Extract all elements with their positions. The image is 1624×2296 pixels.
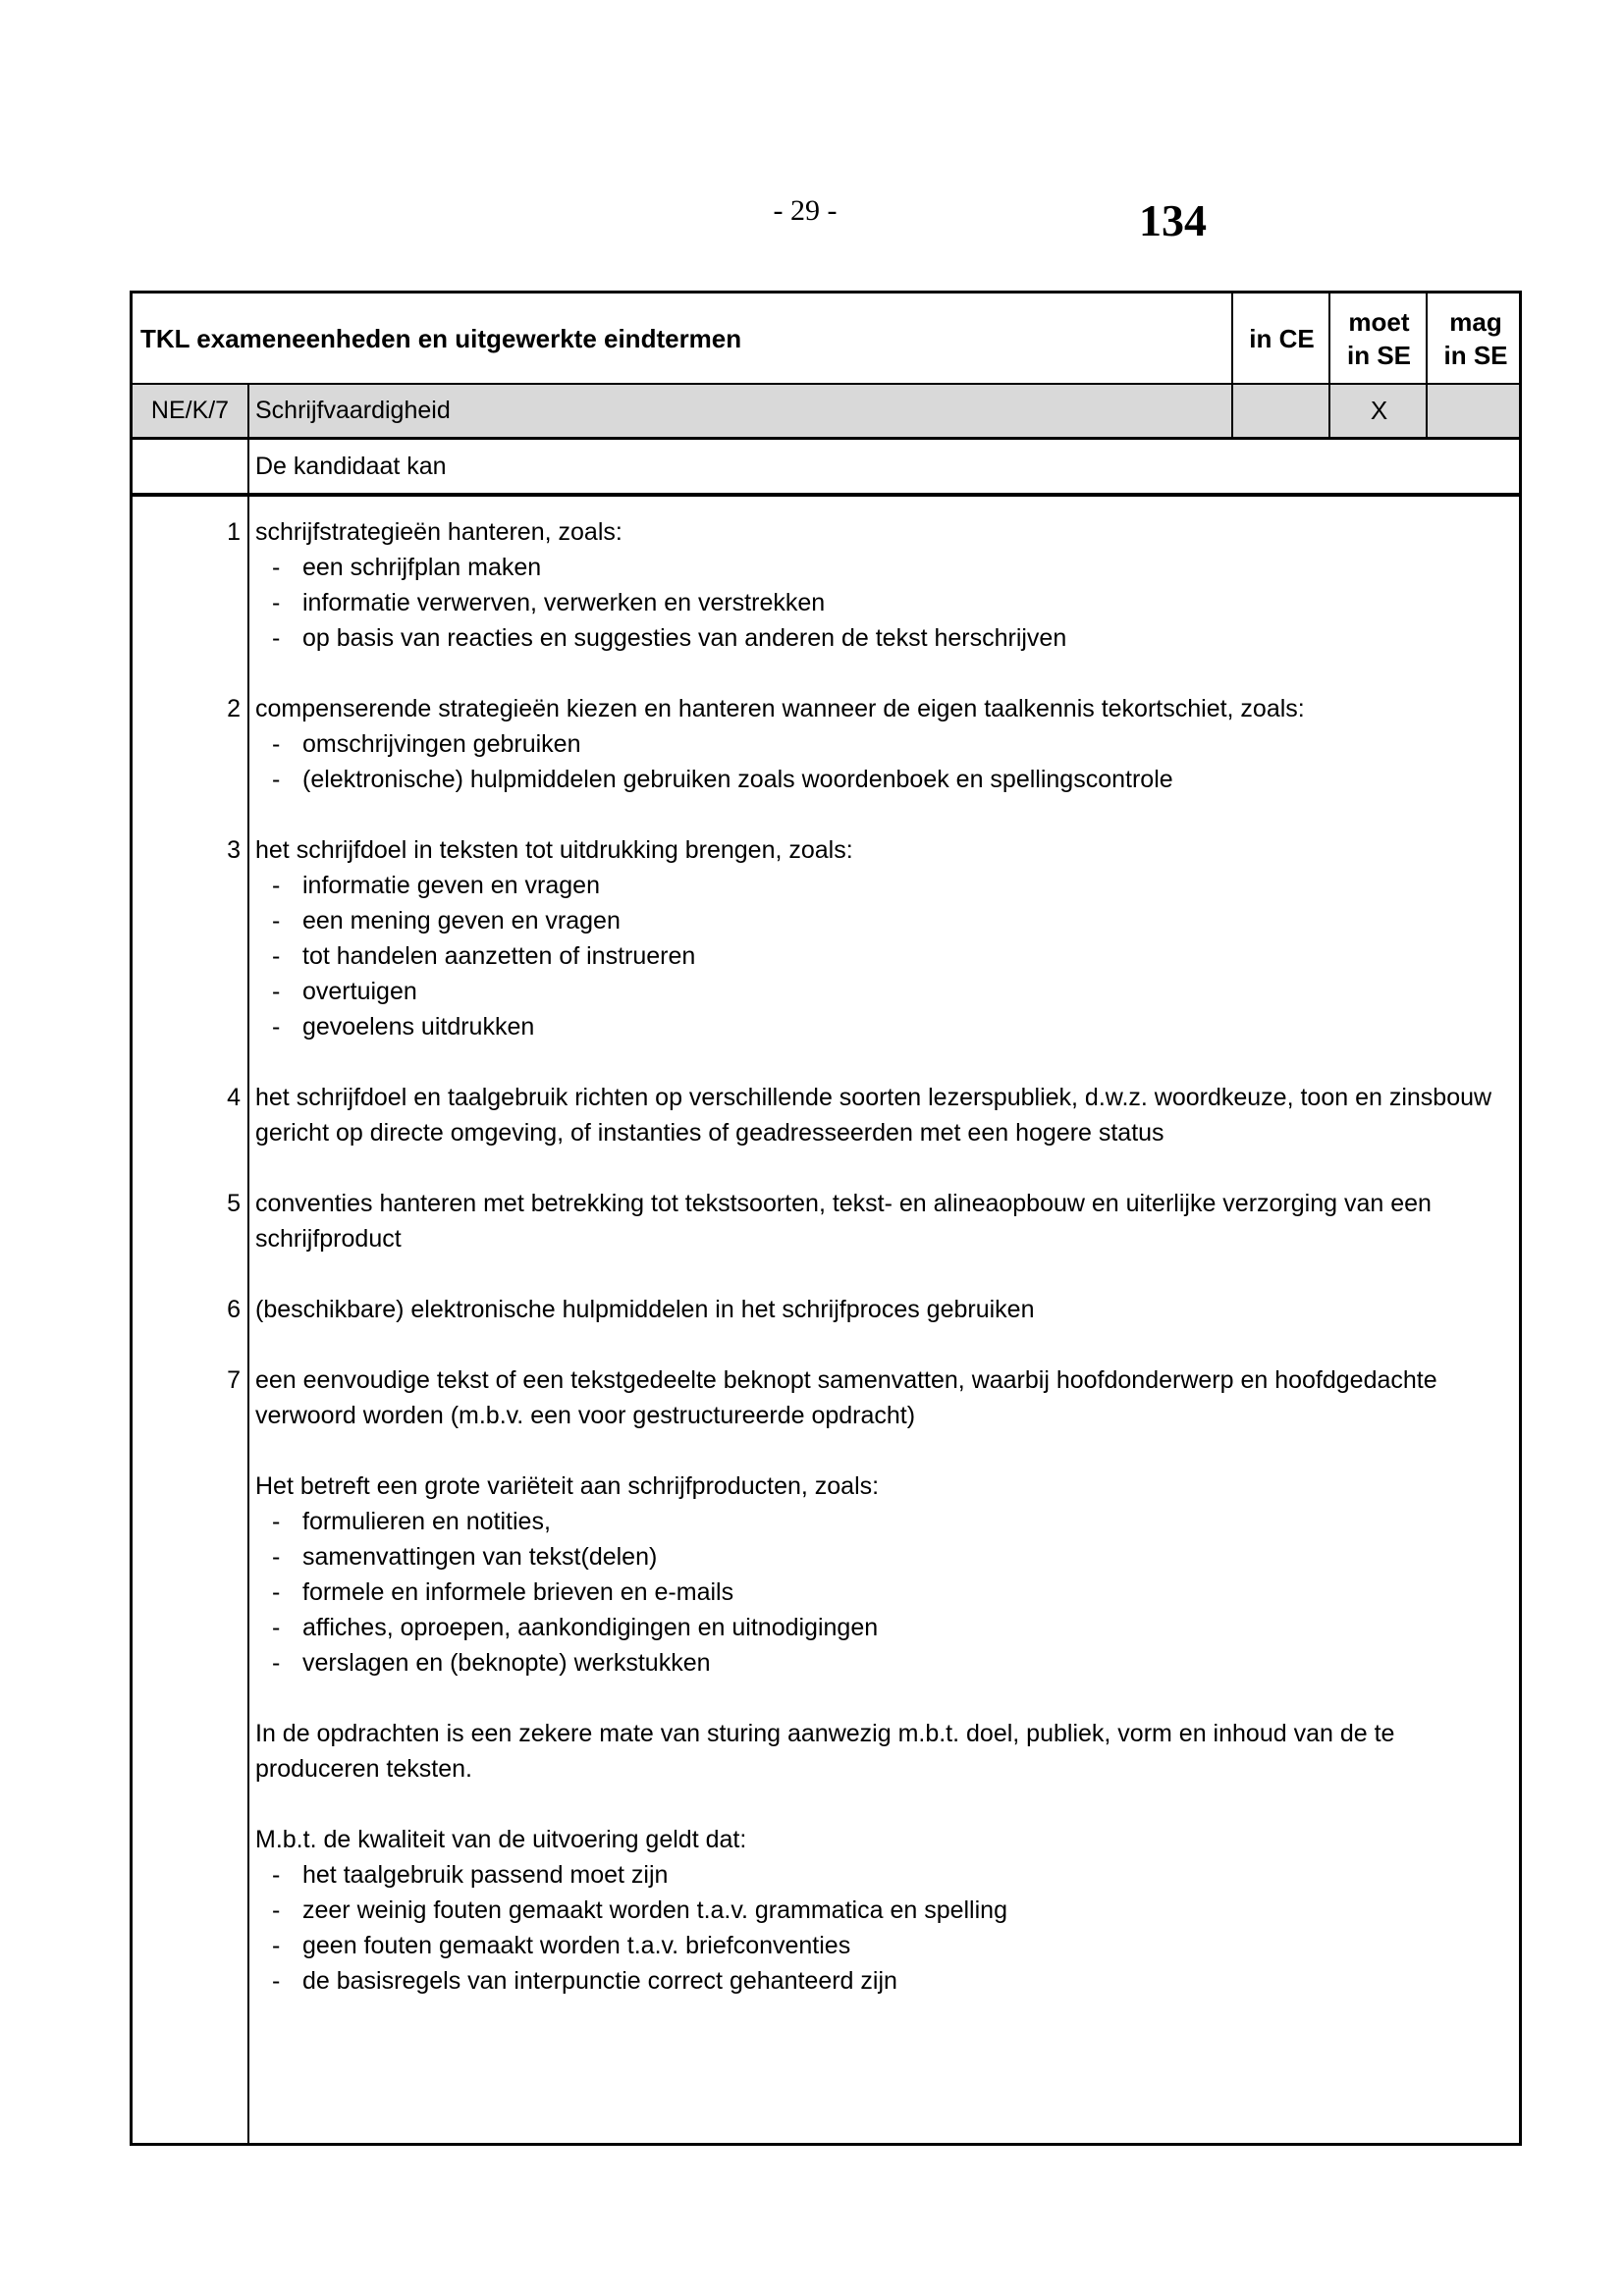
bullet-text: informatie verwerven, verwerken en verstrekken <box>302 589 826 616</box>
quality-note <box>255 1822 1513 1999</box>
unit-in-ce <box>1231 385 1330 437</box>
bullet-text: formulieren en notities, <box>302 1508 551 1535</box>
objective-text: schrijfstrategieën hanteren, zoals: <box>255 518 623 546</box>
bullet-dash-icon: - <box>272 589 281 616</box>
bullet-item <box>255 1009 1513 1044</box>
bullet-text: geen fouten gemaakt worden t.a.v. briefconventies <box>302 1932 851 1959</box>
objective-number: 5 <box>227 1190 241 1217</box>
objective-item <box>227 691 1513 797</box>
bullet-text: op basis van reacties en suggesties van anderen de tekst herschrijven <box>302 624 1067 652</box>
bullet-item <box>255 1504 1513 1539</box>
header-moet-in-se <box>1328 294 1428 383</box>
products-intro: Het betreft een grote variëteit aan schrijfproducten, zoals: <box>255 1472 880 1500</box>
bullet-dash-icon: - <box>272 730 281 758</box>
bullet-item <box>255 1893 1513 1928</box>
unit-moet-in-se: X <box>1328 385 1428 437</box>
bullet-item <box>255 1610 1513 1645</box>
objective-text: compenserende strategieën kiezen en hanteren wanneer de eigen taalkennis tekortschiet, zoals: <box>255 695 1305 722</box>
objective-item <box>227 1080 1513 1150</box>
bullet-item <box>255 938 1513 974</box>
header-mag-label-2: in SE <box>1443 340 1508 370</box>
unit-code: NE/K/7 <box>133 385 249 437</box>
bullet-dash-icon: - <box>272 1614 281 1641</box>
document-id: 134 <box>1139 195 1207 245</box>
bullet-item <box>255 620 1513 656</box>
objectives-content <box>227 514 1513 2034</box>
exam-units-table <box>130 291 1522 2146</box>
bullet-item <box>255 726 1513 762</box>
bullet-dash-icon: - <box>272 1896 281 1924</box>
bullet-text: (elektronische) hulpmiddelen gebruiken zoals woordenboek en spellingscontrole <box>302 766 1173 793</box>
objective-number: 6 <box>227 1296 241 1323</box>
bullet-item <box>255 974 1513 1009</box>
objectives-body <box>133 497 1519 2143</box>
bullet-text: informatie geven en vragen <box>302 872 600 899</box>
bullet-item <box>255 1963 1513 1999</box>
header-moet-label-1: moet <box>1348 306 1410 337</box>
objective-number: 3 <box>227 836 241 864</box>
objective-item <box>227 1292 1513 1327</box>
bullet-text: formele en informele brieven en e-mails <box>302 1578 734 1606</box>
quality-intro: M.b.t. de kwaliteit van de uitvoering geldt dat: <box>255 1826 747 1853</box>
bullet-item <box>255 1857 1513 1893</box>
bullet-dash-icon: - <box>272 1932 281 1959</box>
bullet-text: verslagen en (beknopte) werkstukken <box>302 1649 711 1677</box>
table-title: TKL exameneenheden en uitgewerkte eindtermen <box>140 324 742 353</box>
unit-mag-in-se <box>1426 385 1524 437</box>
bullet-dash-icon: - <box>272 624 281 652</box>
bullet-dash-icon: - <box>272 1967 281 1995</box>
objective-text: het schrijfdoel en taalgebruik richten op verschillende soorten lezerspubliek, d.w.z. woordkeuze, toon en zinsbouw gericht op directe omgeving, of instanties of geadresseerden met een hogere status <box>255 1084 1492 1147</box>
objective-number: 1 <box>227 518 241 546</box>
header-in-ce-label: in CE <box>1249 323 1315 353</box>
bullet-dash-icon: - <box>272 1508 281 1535</box>
products-note <box>255 1468 1513 1681</box>
bullet-dash-icon: - <box>272 1543 281 1571</box>
objective-item <box>227 832 1513 1044</box>
bullet-dash-icon: - <box>272 907 281 934</box>
objective-text: het schrijfdoel in teksten tot uitdrukking brengen, zoals: <box>255 836 853 864</box>
bullet-text: omschrijvingen gebruiken <box>302 730 581 758</box>
bullet-text: overtuigen <box>302 978 417 1005</box>
objective-item <box>227 1362 1513 1433</box>
bullet-item <box>255 550 1513 585</box>
table-header-row <box>133 294 1519 385</box>
header-mag-label-1: mag <box>1449 306 1502 337</box>
header-moet-label-2: in SE <box>1346 340 1411 370</box>
bullet-text: tot handelen aanzetten of instrueren <box>302 942 696 970</box>
bullet-item <box>255 903 1513 938</box>
bullet-item <box>255 585 1513 620</box>
bullet-item <box>255 1928 1513 1963</box>
bullet-text: samenvattingen van tekst(delen) <box>302 1543 658 1571</box>
intro-blank-cell <box>133 440 249 493</box>
bullet-dash-icon: - <box>272 1578 281 1606</box>
objective-number: 7 <box>227 1366 241 1394</box>
unit-subject: Schrijfvaardigheid <box>255 397 451 424</box>
objective-item <box>227 1186 1513 1256</box>
bullet-text: affiches, oproepen, aankondigingen en uitnodigingen <box>302 1614 879 1641</box>
bullet-item <box>255 1645 1513 1681</box>
intro-row <box>133 440 1519 497</box>
bullet-text: zeer weinig fouten gemaakt worden t.a.v. grammatica en spelling <box>302 1896 1007 1924</box>
bullet-item <box>255 1575 1513 1610</box>
steering-note: In de opdrachten is een zekere mate van sturing aanwezig m.b.t. doel, publiek, vorm en inhoud van de te produceren teksten. <box>255 1720 1395 1783</box>
page-number: - 29 - <box>773 194 838 227</box>
bullet-text: gevoelens uitdrukken <box>302 1013 535 1041</box>
bullet-dash-icon: - <box>272 1861 281 1889</box>
bullet-item <box>255 1539 1513 1575</box>
objective-number: 2 <box>227 695 241 722</box>
bullet-item <box>255 762 1513 797</box>
bullet-dash-icon: - <box>272 766 281 793</box>
header-in-ce <box>1231 294 1330 383</box>
bullet-dash-icon: - <box>272 1649 281 1677</box>
bullet-item <box>255 868 1513 903</box>
bullet-text: de basisregels van interpunctie correct gehanteerd zijn <box>302 1967 897 1995</box>
header-mag-in-se <box>1426 294 1524 383</box>
bullet-dash-icon: - <box>272 1013 281 1041</box>
unit-row <box>133 385 1519 440</box>
objective-text: (beschikbare) elektronische hulpmiddelen in het schrijfproces gebruiken <box>255 1296 1035 1323</box>
bullet-text: het taalgebruik passend moet zijn <box>302 1861 669 1889</box>
objective-text: conventies hanteren met betrekking tot tekstsoorten, tekst- en alineaopbouw en uiterlijke verzorging van een schrijfproduct <box>255 1190 1432 1253</box>
bullet-text: een schrijfplan maken <box>302 554 542 581</box>
bullet-dash-icon: - <box>272 978 281 1005</box>
objective-text: een eenvoudige tekst of een tekstgedeelte beknopt samenvatten, waarbij hoofdonderwerp en hoofdgedachte verwoord worden (m.b.v. een voor gestructureerde opdracht) <box>255 1366 1437 1429</box>
bullet-dash-icon: - <box>272 554 281 581</box>
bullet-dash-icon: - <box>272 872 281 899</box>
objective-number: 4 <box>227 1084 241 1111</box>
bullet-text: een mening geven en vragen <box>302 907 621 934</box>
bullet-dash-icon: - <box>272 942 281 970</box>
intro-text: De kandidaat kan <box>255 452 447 480</box>
objective-item <box>227 514 1513 656</box>
